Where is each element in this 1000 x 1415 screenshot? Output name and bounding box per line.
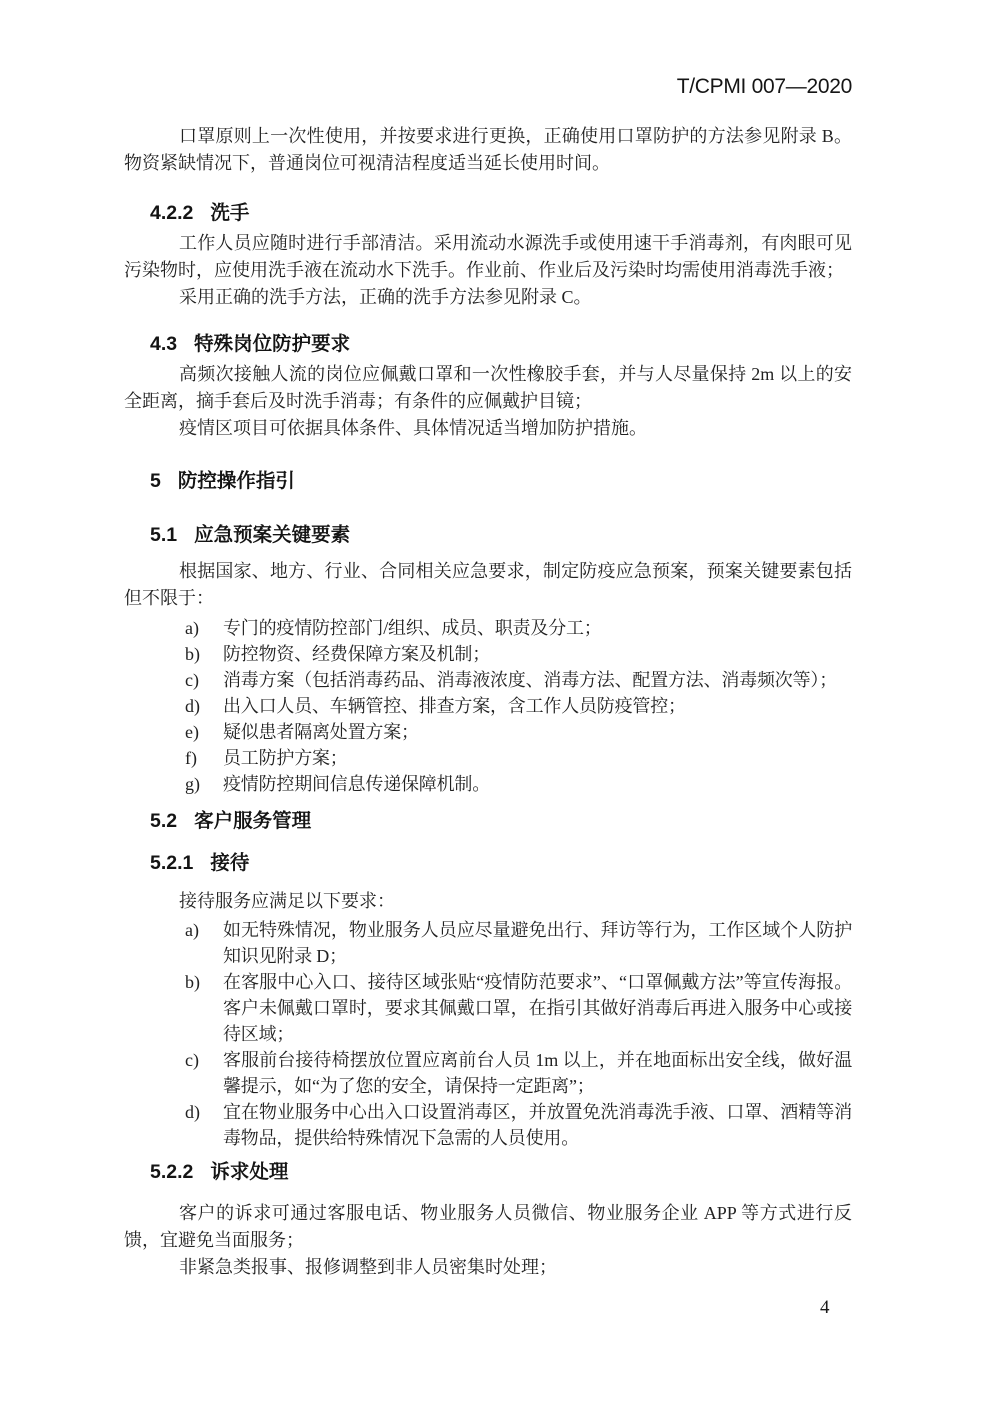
section-heading-5-2-1 [124,850,852,877]
list-item-text: 防控物资、经费保障方案及机制； [223,644,490,664]
list-item [124,719,852,745]
list-item-text: 宜在物业服务中心出入口设置消毒区，并放置免洗消毒洗手液、口罩、酒精等消毒物品，提供给特殊情况下急需的人员使用。 [223,1102,852,1148]
list-item [124,1047,852,1099]
list-item-label: d) [185,1102,200,1122]
list-item-text: 出入口人员、车辆管控、排查方案，含工作人员防疫管控； [223,696,686,716]
heading-title: 接待 [210,852,250,874]
page-number: 4 [820,1297,830,1318]
list-item-label: b) [185,972,200,992]
section-heading-5-2 [124,808,852,835]
page-content [124,73,852,1281]
heading-title: 特殊岗位防护要求 [194,333,351,355]
paragraph-handwash-2: 采用正确的洗手方法，正确的洗手方法参见附录 C。 [179,287,592,307]
heading-number: 4.2.2 [150,202,194,224]
list-item-label: c) [185,1050,199,1070]
section-heading-4-2-2 [124,200,852,227]
heading-number: 4.3 [150,333,178,355]
list-item [124,1099,852,1151]
list-item-label: g) [185,774,200,794]
list-item [124,615,852,641]
paragraph-special-post-2: 疫情区项目可依据具体条件、具体情况适当增加防护措施。 [179,418,647,438]
heading-number: 5.2.1 [150,852,194,874]
list-item-label: c) [185,670,199,690]
list-item-text: 消毒方案（包括消毒药品、消毒液浓度、消毒方法、配置方法、消毒频次等）； [223,670,837,690]
list-item-label: a) [185,618,199,638]
list-item [124,667,852,693]
paragraph-handwash-1: 工作人员应随时进行手部清洁。采用流动水源洗手或使用速干手消毒剂，有肉眼可见污染物时，应使用洗手液在流动水下洗手。作业前、作业后及污染时均需使用消毒洗手液； [124,233,852,280]
list-item-text: 疑似患者隔离处置方案； [223,722,419,742]
section-heading-5-1 [124,522,852,549]
heading-number: 5.1 [150,524,178,546]
paragraph-appeal-1: 客户的诉求可通过客服电话、物业服务人员微信、物业服务企业 APP 等方式进行反馈，宜避免当面服务； [124,1203,852,1250]
section-heading-5-2-2 [124,1159,852,1186]
list-item-label: b) [185,644,200,664]
heading-title: 客户服务管理 [194,810,312,832]
list-item [124,969,852,1047]
list-item [124,771,852,797]
list-item-text: 如无特殊情况，物业服务人员应尽量避免出行、拜访等行为，工作区域个人防护知识见附录 D； [223,920,852,966]
section-heading-5 [124,468,852,495]
list-item-label: f) [185,748,197,768]
list-item [124,917,852,969]
list-item [124,641,852,667]
list-item [124,693,852,719]
paragraph-reception-intro: 接待服务应满足以下要求： [179,891,395,911]
heading-number: 5.2 [150,810,178,832]
header-doc-code: T/CPMI 007—2020 [676,75,852,98]
paragraph-mask-usage: 口罩原则上一次性使用，并按要求进行更换，正确使用口罩防护的方法参见附录 B。物资紧缺情况下，普通岗位可视清洁程度适当延长使用时间。 [124,126,852,173]
paragraph-appeal-2: 非紧急类报事、报修调整到非人员密集时处理； [179,1257,557,1277]
list-item [124,745,852,771]
list-item-text: 专门的疫情防控部门/组织、成员、职责及分工； [223,618,602,638]
paragraph-plan-intro: 根据国家、地方、行业、合同相关应急要求，制定防疫应急预案，预案关键要素包括但不限于： [124,561,852,608]
heading-number: 5 [150,470,161,492]
heading-title: 防控操作指引 [177,470,295,492]
list-item-label: e) [185,722,199,742]
list-item-label: d) [185,696,200,716]
list-item-text: 客服前台接待椅摆放位置应离前台人员 1m 以上，并在地面标出安全线，做好温馨提示，如“为了您的安全，请保持一定距离”； [223,1050,852,1096]
section-heading-4-3 [124,331,852,358]
heading-title: 应急预案关键要素 [194,524,351,546]
list-item-label: a) [185,920,199,940]
plan-key-elements-list [124,615,852,797]
list-item-text: 疫情防控期间信息传递保障机制。 [223,774,490,794]
paragraph-special-post-1: 高频次接触人流的岗位应佩戴口罩和一次性橡胶手套，并与人尽量保持 2m 以上的安全距离，摘手套后及时洗手消毒；有条件的应佩戴护目镜； [124,364,852,411]
reception-requirements-list [124,917,852,1151]
list-item-text: 员工防护方案； [223,748,348,768]
list-item-text: 在客服中心入口、接待区域张贴“疫情防范要求”、“口罩佩戴方法”等宣传海报。客户未佩戴口罩时，要求其佩戴口罩，在指引其做好消毒后再进入服务中心或接待区域； [223,972,852,1044]
heading-title: 洗手 [210,202,250,224]
heading-number: 5.2.2 [150,1161,194,1183]
heading-title: 诉求处理 [210,1161,289,1183]
